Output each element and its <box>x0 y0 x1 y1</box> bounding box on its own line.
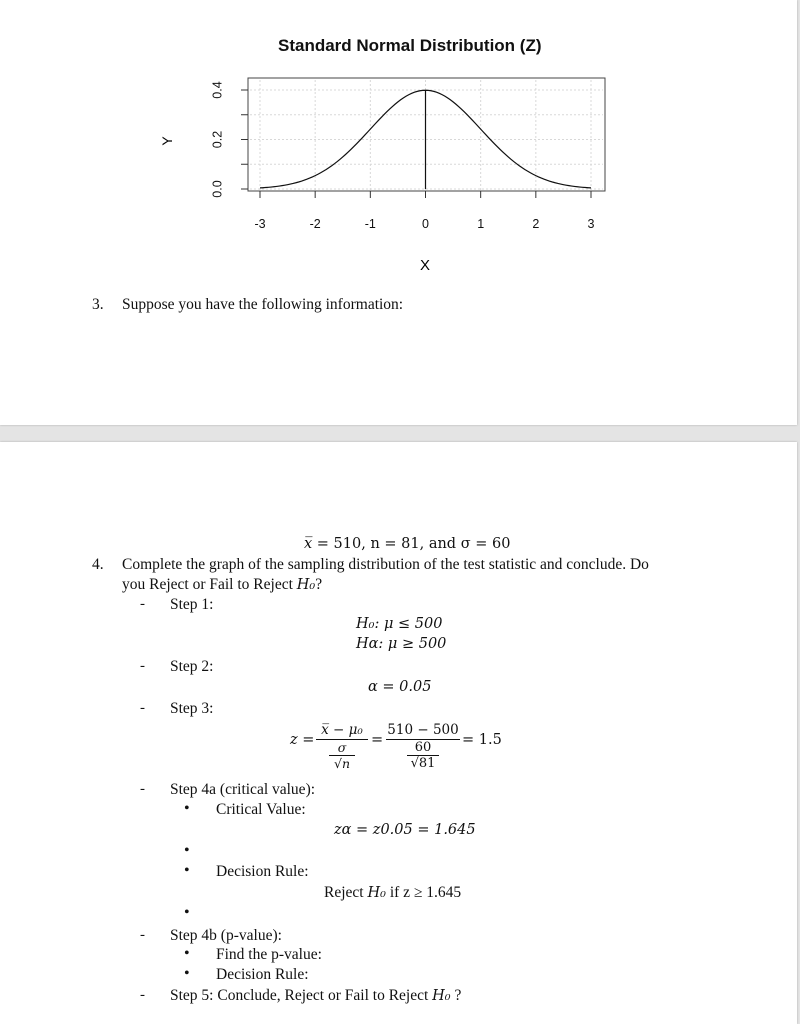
z-value-fraction <box>386 722 460 771</box>
step-5-end: ? <box>450 987 462 1004</box>
step-5-h0-symbol: H₀ <box>432 988 451 1004</box>
step-1-dash: - <box>140 596 145 612</box>
null-hypothesis: H₀: μ ≤ 500 <box>356 616 443 632</box>
x-tick-label: -3 <box>254 217 266 231</box>
normal-distribution-chart <box>0 0 797 290</box>
y-tick-label: 0.2 <box>210 130 225 149</box>
question-4-number: 4. <box>92 556 104 573</box>
given-text: = 510, n = 81, and σ = 60 <box>312 536 511 552</box>
x-tick-label: 1 <box>477 217 485 231</box>
decision-rule-text <box>324 884 461 902</box>
critical-value-label: Critical Value: <box>216 801 306 818</box>
step-2-dash: - <box>140 658 145 674</box>
alternative-hypothesis: Hα: μ ≥ 500 <box>356 636 447 652</box>
question-3-text: Suppose you have the following information: <box>122 296 404 313</box>
decision-rule-post: if z ≥ 1.645 <box>385 884 462 901</box>
decision-h0-symbol: H₀ <box>367 885 386 901</box>
chart-title: Standard Normal Distribution (Z) <box>278 36 542 55</box>
decision-rule-label: Decision Rule: <box>216 863 309 880</box>
step-3-dash: - <box>140 700 145 716</box>
z-result: = 1.5 <box>462 732 502 748</box>
step-1-label: Step 1: <box>170 596 214 613</box>
y-tick-label: 0.4 <box>210 81 225 99</box>
page-one <box>0 0 797 425</box>
step-4a-label: Step 4a (critical value): <box>170 781 316 798</box>
given-values <box>304 536 510 552</box>
decision-rule-bullet: • <box>184 862 190 879</box>
z-formula-fraction <box>316 722 368 771</box>
step-5-label <box>170 987 461 1005</box>
z-equals: z = <box>290 732 315 748</box>
step-5-dash: - <box>140 987 145 1003</box>
p-value-decision-bullet: • <box>184 965 190 982</box>
p-value-decision-label: Decision Rule: <box>216 966 309 983</box>
x-tick-label: 0 <box>422 217 429 231</box>
gridlines <box>250 80 603 190</box>
find-p-value-bullet: • <box>184 945 190 962</box>
x-tick-label: -2 <box>309 217 321 231</box>
decision-rule-pre: Reject <box>324 884 368 901</box>
significance-level: α = 0.05 <box>368 679 432 695</box>
y-axis-ticks <box>210 81 248 197</box>
z-value-numerator: 510 − 500 <box>387 722 459 738</box>
x-tick-label: -1 <box>364 217 376 231</box>
x-axis-label: X <box>419 257 431 274</box>
step-4b-label: Step 4b (p-value): <box>170 927 282 944</box>
z-formula-sqrt-n: √n <box>333 756 350 771</box>
question-4-line-1: Complete the graph of the sampling distribution of the test statistic and conclude. Do <box>122 556 649 573</box>
step-4a-dash: - <box>140 781 145 797</box>
question-4-line-2-end: ? <box>315 576 323 593</box>
critical-value-expression: zα = z0.05 = 1.645 <box>334 822 476 838</box>
x-tick-label: 3 <box>587 217 595 231</box>
step-5-text: Step 5: Conclude, Reject or Fail to Reject <box>170 987 433 1004</box>
find-p-value-label: Find the p-value: <box>216 946 322 963</box>
xbar-symbol: x̅ <box>304 536 313 552</box>
z-value-sigma: 60 <box>414 740 432 755</box>
question-4-line-2-text: you Reject or Fail to Reject <box>122 576 297 593</box>
h0-symbol: H₀ <box>296 577 316 593</box>
empty-bullet-2: • <box>184 904 190 921</box>
x-axis-ticks <box>254 191 594 231</box>
x-tick-label: 2 <box>532 217 540 231</box>
empty-bullet-1: • <box>184 842 190 859</box>
step-2-label: Step 2: <box>170 658 214 675</box>
question-4-line-2 <box>122 576 322 594</box>
question-3-number: 3. <box>92 296 104 313</box>
z-formula-sigma: σ <box>337 740 347 755</box>
step-4b-dash: - <box>140 927 145 943</box>
z-value-sqrt-n: √81 <box>410 756 436 771</box>
step-3-label: Step 3: <box>170 700 214 717</box>
page-two <box>0 442 797 1024</box>
y-axis-label: Y <box>159 136 175 146</box>
y-tick-label: 0.0 <box>210 180 225 198</box>
equals-sign: = <box>371 732 384 748</box>
plot-frame <box>248 78 605 191</box>
z-formula-numerator: x̅ − μ₀ <box>321 722 363 738</box>
critical-value-bullet: • <box>184 800 190 817</box>
